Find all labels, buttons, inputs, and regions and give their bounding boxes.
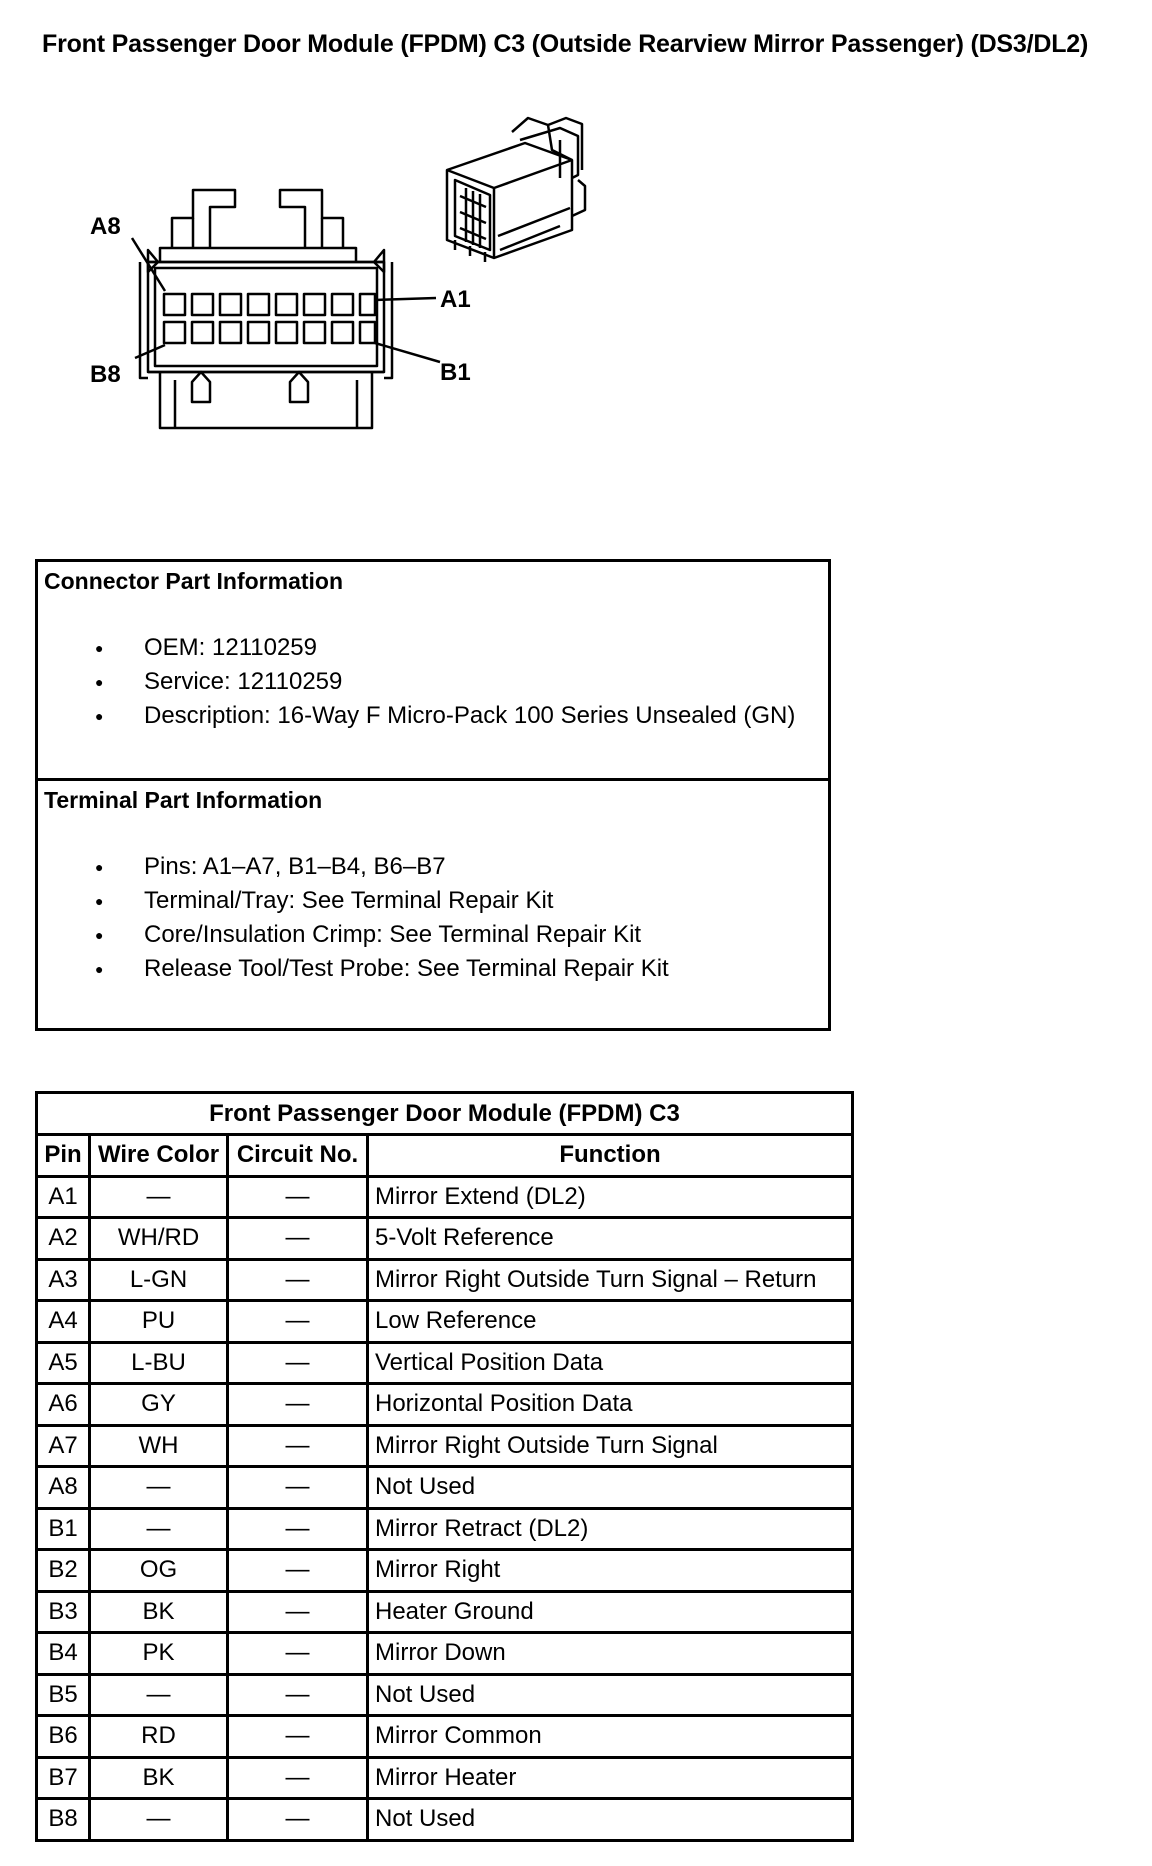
pin-cell: A6 <box>37 1384 90 1426</box>
table-row <box>37 1550 853 1592</box>
pin-cell: B4 <box>37 1633 90 1675</box>
function-cell: Low Reference <box>368 1301 853 1343</box>
pin-cell: B6 <box>37 1716 90 1758</box>
circuit-cell: — <box>228 1757 368 1799</box>
table-row <box>37 1259 853 1301</box>
header-wire-color: Wire Color <box>90 1135 228 1177</box>
cavity-row-a <box>164 294 375 315</box>
table-row <box>37 1757 853 1799</box>
list-item: ● Pins: A1–A7, B1–B4, B6–B7 <box>38 850 669 884</box>
function-cell: Mirror Right Outside Turn Signal <box>368 1425 853 1467</box>
wire-color-cell: PU <box>90 1301 228 1343</box>
cavity-row-b <box>164 322 375 343</box>
connector-info-list <box>38 631 795 733</box>
terminal-info-title: Terminal Part Information <box>44 787 323 813</box>
circuit-cell: — <box>228 1508 368 1550</box>
pin-cell: A2 <box>37 1218 90 1260</box>
pin-cell: B2 <box>37 1550 90 1592</box>
circuit-cell: — <box>228 1716 368 1758</box>
function-cell: Mirror Right Outside Turn Signal – Return <box>368 1259 853 1301</box>
pin-cell: A7 <box>37 1425 90 1467</box>
function-cell: Not Used <box>368 1674 853 1716</box>
header-function: Function <box>368 1135 853 1177</box>
list-item: ● Core/Insulation Crimp: See Terminal Repair Kit <box>38 918 669 952</box>
wire-color-cell: L-BU <box>90 1342 228 1384</box>
wire-color-cell: GY <box>90 1384 228 1426</box>
circuit-cell: — <box>228 1425 368 1467</box>
table-row <box>37 1591 853 1633</box>
pin-cell: B3 <box>37 1591 90 1633</box>
connector-info-title: Connector Part Information <box>44 568 344 594</box>
table-row <box>37 1799 853 1841</box>
circuit-cell: — <box>228 1342 368 1384</box>
function-cell: Mirror Common <box>368 1716 853 1758</box>
function-cell: Mirror Extend (DL2) <box>368 1176 853 1218</box>
circuit-cell: — <box>228 1176 368 1218</box>
table-row <box>37 1176 853 1218</box>
circuit-cell: — <box>228 1633 368 1675</box>
table-row <box>37 1384 853 1426</box>
circuit-cell: — <box>228 1301 368 1343</box>
function-cell: Heater Ground <box>368 1591 853 1633</box>
part-information-box <box>35 559 831 1031</box>
wire-color-cell: — <box>90 1176 228 1218</box>
pin-cell: B7 <box>37 1757 90 1799</box>
circuit-cell: — <box>228 1218 368 1260</box>
function-cell: Mirror Heater <box>368 1757 853 1799</box>
function-cell: Mirror Retract (DL2) <box>368 1508 853 1550</box>
pinout-table <box>35 1091 854 1842</box>
page-title: Front Passenger Door Module (FPDM) C3 (Outside Rearview Mirror Passenger) (DS3/DL2) <box>42 30 1089 58</box>
circuit-cell: — <box>228 1467 368 1509</box>
circuit-cell: — <box>228 1799 368 1841</box>
wire-color-cell: — <box>90 1467 228 1509</box>
wire-color-cell: PK <box>90 1633 228 1675</box>
wire-color-cell: — <box>90 1674 228 1716</box>
wire-color-cell: BK <box>90 1757 228 1799</box>
connector-isometric-drawing <box>447 118 585 262</box>
label-b8: B8 <box>90 361 121 388</box>
wire-color-cell: RD <box>90 1716 228 1758</box>
function-cell: Not Used <box>368 1799 853 1841</box>
table-row <box>37 1674 853 1716</box>
function-cell: Mirror Right <box>368 1550 853 1592</box>
pin-cell: A1 <box>37 1176 90 1218</box>
circuit-cell: — <box>228 1674 368 1716</box>
table-row <box>37 1716 853 1758</box>
label-a8: A8 <box>90 213 121 240</box>
pin-cell: A3 <box>37 1259 90 1301</box>
pinout-rows <box>37 1176 853 1840</box>
table-row <box>37 1301 853 1343</box>
table-row <box>37 1633 853 1675</box>
list-item: ● Service: 12110259 <box>38 665 795 699</box>
circuit-cell: — <box>228 1591 368 1633</box>
connector-part-information <box>38 562 828 781</box>
list-item: ● Terminal/Tray: See Terminal Repair Kit <box>38 884 669 918</box>
wire-color-cell: — <box>90 1508 228 1550</box>
function-cell: Vertical Position Data <box>368 1342 853 1384</box>
list-item: ● Description: 16-Way F Micro-Pack 100 Series Unsealed (GN) <box>38 699 795 733</box>
table-row <box>37 1508 853 1550</box>
circuit-cell: — <box>228 1550 368 1592</box>
table-header-row <box>37 1135 853 1177</box>
terminal-part-information <box>38 781 828 1028</box>
pin-cell: A4 <box>37 1301 90 1343</box>
wire-color-cell: — <box>90 1799 228 1841</box>
circuit-cell: — <box>228 1259 368 1301</box>
circuit-cell: — <box>228 1384 368 1426</box>
pin-cell: B8 <box>37 1799 90 1841</box>
connector-diagram <box>0 0 1152 480</box>
wire-color-cell: BK <box>90 1591 228 1633</box>
label-b1: B1 <box>440 359 471 386</box>
pin-cell: B5 <box>37 1674 90 1716</box>
header-pin: Pin <box>37 1135 90 1177</box>
table-row <box>37 1425 853 1467</box>
function-cell: Not Used <box>368 1467 853 1509</box>
wire-color-cell: L-GN <box>90 1259 228 1301</box>
terminal-info-list <box>38 850 669 986</box>
header-circuit-no: Circuit No. <box>228 1135 368 1177</box>
table-row <box>37 1342 853 1384</box>
list-item: ● Release Tool/Test Probe: See Terminal Repair Kit <box>38 952 669 986</box>
table-caption: Front Passenger Door Module (FPDM) C3 <box>37 1093 853 1135</box>
function-cell: Horizontal Position Data <box>368 1384 853 1426</box>
list-item: ● OEM: 12110259 <box>38 631 795 665</box>
pin-cell: B1 <box>37 1508 90 1550</box>
wire-color-cell: OG <box>90 1550 228 1592</box>
function-cell: 5-Volt Reference <box>368 1218 853 1260</box>
table-row <box>37 1218 853 1260</box>
pin-cell: A5 <box>37 1342 90 1384</box>
table-row <box>37 1467 853 1509</box>
pin-cell: A8 <box>37 1467 90 1509</box>
wire-color-cell: WH/RD <box>90 1218 228 1260</box>
wire-color-cell: WH <box>90 1425 228 1467</box>
function-cell: Mirror Down <box>368 1633 853 1675</box>
label-a1: A1 <box>440 286 471 313</box>
